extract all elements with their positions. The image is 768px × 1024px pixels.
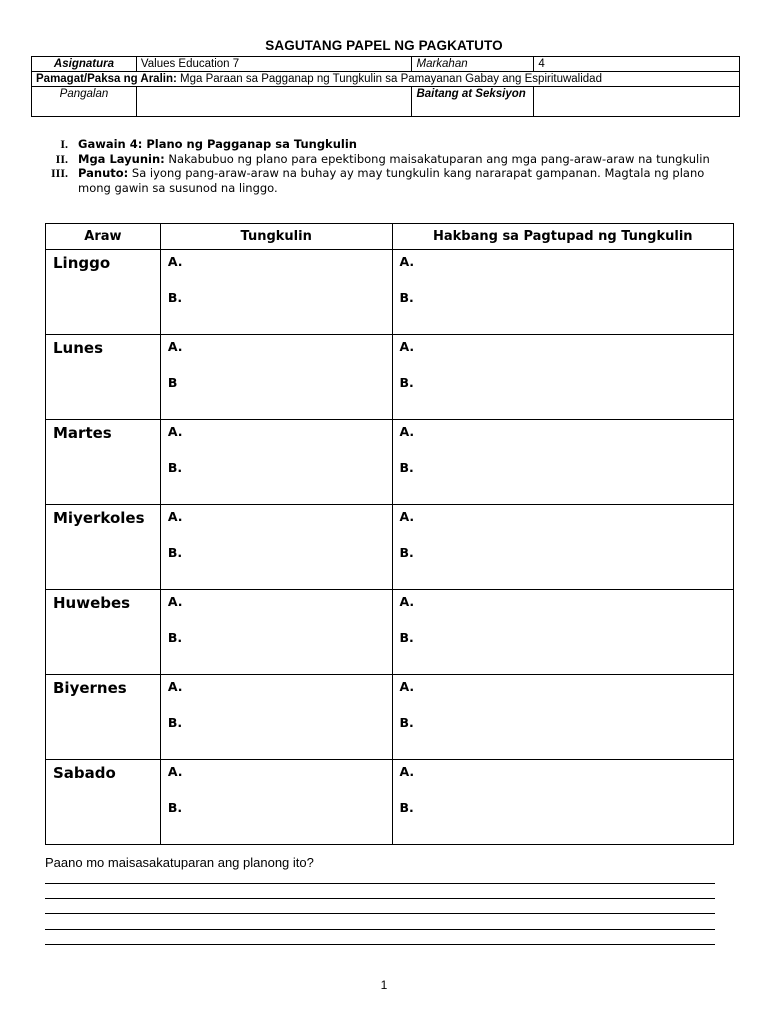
- slot-a: A.: [167, 254, 183, 269]
- answer-line[interactable]: [45, 913, 715, 914]
- table-row: [46, 250, 734, 335]
- page-number: 1: [380, 978, 388, 992]
- table-row: [46, 505, 734, 590]
- table-row: [46, 335, 734, 420]
- table-row: [46, 675, 734, 760]
- slot-b: B.: [167, 630, 183, 645]
- hakbang-cell[interactable]: [392, 590, 733, 675]
- question-text: Paano mo maisasakatuparan ang planong ito?: [45, 855, 314, 870]
- tungkulin-cell[interactable]: [160, 505, 392, 590]
- day-name: Sabado: [53, 764, 116, 782]
- slot-a: A.: [399, 764, 415, 779]
- answer-line[interactable]: [45, 929, 715, 930]
- slot-a: A.: [399, 679, 415, 694]
- instruction-text: Nakabubuo ng plano para epektibong maisakatuparan ang mga pang-araw-araw na tungkulin: [164, 151, 710, 166]
- pangalan-label: Pangalan: [32, 87, 137, 117]
- tungkulin-cell[interactable]: [160, 590, 392, 675]
- instruction-label: Mga Layunin:: [78, 151, 165, 166]
- hakbang-cell[interactable]: [392, 505, 733, 590]
- slot-b: B.: [167, 460, 183, 475]
- baitang-field[interactable]: [534, 87, 740, 117]
- table-row: [46, 760, 734, 845]
- markahan-value: 4: [534, 57, 740, 72]
- answer-line[interactable]: [45, 944, 715, 945]
- column-header-hakbang: Hakbang sa Pagtupad ng Tungkulin: [392, 224, 733, 250]
- instruction-item: [40, 137, 720, 152]
- slot-b: B.: [399, 800, 414, 815]
- slot-b: B.: [399, 460, 414, 475]
- header-table: [31, 56, 740, 117]
- slot-b: B.: [399, 290, 414, 305]
- pamagat-cell: [32, 72, 740, 87]
- slot-b: B.: [167, 715, 183, 730]
- slot-a: A.: [399, 594, 415, 609]
- document-title: SAGUTANG PAPEL NG PAGKATUTO: [265, 38, 503, 53]
- asignatura-label: Asignatura: [32, 57, 137, 72]
- answer-line[interactable]: [45, 883, 715, 884]
- slot-a: A.: [399, 339, 415, 354]
- tungkulin-cell[interactable]: [160, 335, 392, 420]
- day-name: Miyerkoles: [53, 509, 145, 527]
- slot-b: B.: [399, 375, 414, 390]
- instruction-item: [40, 152, 720, 167]
- instruction-item: [40, 166, 720, 195]
- tungkulin-cell[interactable]: [160, 250, 392, 335]
- day-name: Biyernes: [53, 679, 127, 697]
- table-row: [46, 590, 734, 675]
- instruction-number: II.: [55, 151, 68, 166]
- day-name: Lunes: [53, 339, 104, 357]
- slot-a: A.: [167, 339, 183, 354]
- column-header-araw: Araw: [46, 224, 161, 250]
- instruction-number: I.: [60, 137, 68, 151]
- asignatura-value: Values Education 7: [136, 57, 412, 72]
- slot-a: A.: [399, 424, 415, 439]
- hakbang-cell[interactable]: [392, 760, 733, 845]
- hakbang-cell[interactable]: [392, 250, 733, 335]
- day-name: Linggo: [53, 254, 111, 272]
- slot-b: B.: [399, 545, 414, 560]
- day-name: Huwebes: [53, 594, 131, 612]
- hakbang-cell[interactable]: [392, 675, 733, 760]
- instruction-text: Sa iyong pang-araw-araw na buhay ay may tungkulin kang nararapat gampanan. Magtala ng plano mong gawin sa susunod na linggo.: [78, 166, 705, 195]
- slot-a: A.: [167, 679, 183, 694]
- slot-b: B.: [167, 290, 183, 305]
- pangalan-field[interactable]: [136, 87, 412, 117]
- slot-a: A.: [167, 594, 183, 609]
- baitang-label: Baitang at Seksiyon: [412, 87, 534, 117]
- markahan-label: Markahan: [412, 57, 534, 72]
- instruction-number: III.: [50, 166, 68, 180]
- slot-a: A.: [167, 509, 183, 524]
- instructions: [40, 137, 720, 195]
- day-name: Martes: [53, 424, 112, 442]
- slot-b: B.: [399, 715, 414, 730]
- slot-a: A.: [399, 254, 415, 269]
- tungkulin-cell[interactable]: [160, 760, 392, 845]
- slot-b: B.: [167, 800, 183, 815]
- slot-a: A.: [399, 509, 415, 524]
- plan-table: [45, 223, 734, 845]
- answer-line[interactable]: [45, 898, 715, 899]
- slot-a: A.: [167, 764, 183, 779]
- hakbang-cell[interactable]: [392, 420, 733, 505]
- slot-b: B: [167, 375, 178, 390]
- instruction-label: Panuto:: [78, 166, 129, 180]
- slot-a: A.: [167, 424, 183, 439]
- hakbang-cell[interactable]: [392, 335, 733, 420]
- slot-b: B.: [399, 630, 414, 645]
- column-header-tungkulin: Tungkulin: [160, 224, 392, 250]
- pamagat-value: Mga Paraan sa Pagganap ng Tungkulin sa Pamayanan Gabay ang Espirituwalidad: [176, 73, 602, 85]
- pamagat-label: Pamagat/Paksa ng Aralin:: [36, 73, 177, 85]
- table-row: [46, 420, 734, 505]
- tungkulin-cell[interactable]: [160, 420, 392, 505]
- tungkulin-cell[interactable]: [160, 675, 392, 760]
- slot-b: B.: [167, 545, 183, 560]
- instruction-label: Gawain 4: Plano ng Pagganap sa Tungkulin: [78, 137, 357, 151]
